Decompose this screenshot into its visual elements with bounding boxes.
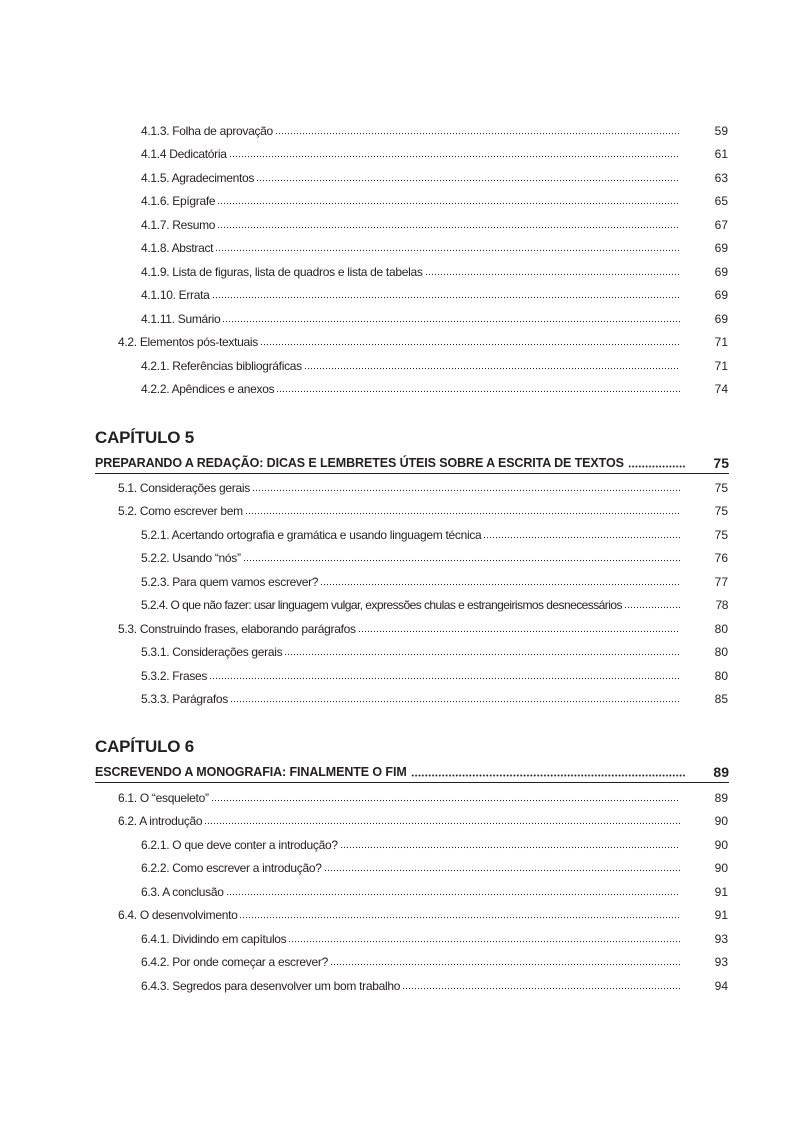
toc-entry-label: 4.1.5. Agradecimentos (141, 171, 255, 185)
dot-leader (212, 296, 680, 299)
dot-leader (222, 320, 680, 323)
toc-entry-label: 4.2.2. Apêndices e anexos (141, 382, 275, 396)
toc-entry-page: 85 (714, 692, 728, 706)
toc-entry-label: 5.3. Construindo frases, elaborando parágrafos (118, 622, 356, 636)
dot-leader (245, 512, 680, 515)
toc-entry[interactable] (118, 475, 728, 495)
toc-entry[interactable] (141, 973, 728, 993)
toc-entry-label: 5.2.2. Usando “nós” (141, 551, 241, 565)
toc-entry[interactable] (141, 376, 728, 396)
toc-entry-page: 71 (714, 359, 728, 373)
toc-entry-page: 91 (714, 885, 728, 899)
toc-entry-page: 77 (714, 575, 728, 589)
toc-entry-page: 93 (714, 932, 728, 946)
toc-entry[interactable] (141, 639, 728, 659)
toc-entry-label: 6.3. A conclusão (141, 885, 224, 899)
dot-leader (230, 700, 680, 703)
toc-entry-label: 5.2.4. O que não fazer: usar linguagem vulgar, expressões chulas e estrangeirismos desnecessários (141, 598, 622, 612)
toc-entry[interactable] (118, 329, 728, 349)
dot-leader (229, 155, 680, 158)
toc-entry-label: 5.3.3. Parágrafos (141, 692, 228, 706)
toc-entry-label: 6.2. A introdução (118, 814, 203, 828)
toc-entry-label: 4.1.6. Epígrafe (141, 194, 216, 208)
dot-leader (217, 202, 680, 205)
toc-entry-label: 4.2. Elementos pós-textuais (118, 335, 258, 349)
toc-entry-page: 90 (714, 861, 728, 875)
toc-entry[interactable] (141, 949, 728, 969)
toc-entry-page: 94 (714, 979, 728, 993)
toc-entry[interactable] (141, 353, 728, 373)
toc-entry-label: 5.3.2. Frases (141, 669, 208, 683)
toc-entry[interactable] (141, 165, 728, 185)
toc-entry-page: 76 (714, 551, 728, 565)
toc-entry-label: 4.1.10. Errata (141, 288, 210, 302)
toc-entry-label: 6.4. O desenvolvimento (118, 908, 238, 922)
dot-leader (358, 630, 680, 633)
dot-leader (330, 963, 680, 966)
toc-entry-label: 5.3.1. Considerações gerais (141, 645, 283, 659)
toc-entry-page: 78 (715, 598, 728, 612)
toc-entry[interactable] (141, 212, 728, 232)
toc-entry-page: 91 (714, 908, 728, 922)
dot-leader (324, 869, 680, 872)
dot-leader (320, 583, 680, 586)
toc-entry-page: 80 (714, 622, 728, 636)
dot-leader (340, 846, 680, 849)
dot-leader (252, 489, 680, 492)
toc-entry[interactable] (118, 785, 728, 805)
toc-entry[interactable] (141, 282, 728, 302)
dot-leader (209, 677, 680, 680)
toc-entry-page: 61 (714, 147, 728, 161)
toc-entry[interactable] (141, 663, 728, 683)
chapter-title[interactable] (95, 449, 729, 474)
toc-entry-page: 75 (714, 528, 728, 542)
chapter-title[interactable] (95, 758, 729, 783)
toc-entry[interactable] (141, 306, 728, 326)
toc-entry-page: 69 (714, 288, 728, 302)
chapter-label: CAPÍTULO 5 (95, 428, 195, 447)
toc-entry-page: 89 (714, 791, 728, 805)
toc-entry[interactable] (141, 879, 728, 899)
toc-entry-label: 4.1.9. Lista de figuras, lista de quadros e lista de tabelas (141, 265, 423, 279)
toc-entry-page: 75 (714, 504, 728, 518)
toc-entry[interactable] (141, 545, 728, 565)
dot-leader (275, 132, 680, 135)
dot-leader (628, 465, 685, 468)
toc-entry-page: 69 (714, 312, 728, 326)
toc-entry-page: 74 (714, 382, 728, 396)
toc-entry-label: 6.2.2. Como escrever a introdução? (141, 861, 322, 875)
toc-entry[interactable] (141, 686, 728, 706)
toc-entry-label: 4.1.3. Folha de aprovação (141, 124, 273, 138)
toc-entry-label: 6.2.1. O que deve conter a introdução? (141, 838, 338, 852)
dot-leader (243, 559, 680, 562)
toc-entry-page: 63 (714, 171, 728, 185)
toc-entry-page: 93 (714, 955, 728, 969)
toc-entry[interactable] (141, 832, 728, 852)
toc-entry[interactable] (141, 118, 728, 138)
dot-leader (402, 987, 680, 990)
dot-leader (217, 226, 680, 229)
toc-entry[interactable] (141, 235, 728, 255)
toc-entry-page: 90 (714, 814, 728, 828)
toc-entry-label: 5.1. Considerações gerais (118, 481, 250, 495)
toc-entry[interactable] (141, 522, 728, 542)
toc-entry-label: 5.2.3. Para quem vamos escrever? (141, 575, 319, 589)
dot-leader (411, 774, 685, 777)
dot-leader (483, 536, 680, 539)
toc-entry-page: 80 (714, 645, 728, 659)
toc-entry-page: 69 (714, 265, 728, 279)
toc-entry-page: 90 (714, 838, 728, 852)
dot-leader (288, 940, 680, 943)
toc-entry-label: 4.1.8. Abstract (141, 241, 214, 255)
toc-entry[interactable] (141, 855, 728, 875)
toc-entry-page: 80 (714, 669, 728, 683)
toc-entry-label: 6.4.1. Dividindo em capítulos (141, 932, 287, 946)
dot-leader (204, 822, 680, 825)
toc-entry-page: 65 (714, 194, 728, 208)
dot-leader (284, 653, 680, 656)
toc-entry-page: 67 (714, 218, 728, 232)
toc-entry[interactable] (141, 188, 728, 208)
toc-entry-label: 4.2.1. Referências bibliográficas (141, 359, 302, 373)
toc-entry-label: 6.4.3. Segredos para desenvolver um bom trabalho (141, 979, 401, 993)
toc-entry[interactable] (141, 259, 728, 279)
dot-leader (624, 606, 680, 609)
toc-entry[interactable] (118, 498, 728, 518)
dot-leader (226, 893, 680, 896)
toc-entry-page: 71 (714, 335, 728, 349)
toc-entry-label: 6.1. O “esqueleto” (118, 791, 209, 805)
toc-entry-label: 4.1.4 Dedicatória (141, 147, 227, 161)
toc-entry-label: 6.4.2. Por onde começar a escrever? (141, 955, 328, 969)
dot-leader (304, 367, 680, 370)
chapter-title-text: ESCREVENDO A MONOGRAFIA: FINALMENTE O FIM (95, 765, 407, 779)
dot-leader (211, 799, 680, 802)
toc-entry[interactable] (141, 569, 728, 589)
dot-leader (215, 249, 680, 252)
toc-entry-label: 4.1.7. Resumo (141, 218, 216, 232)
toc-entry[interactable] (141, 141, 728, 161)
toc-entry[interactable] (141, 592, 728, 612)
chapter-page: 89 (713, 764, 729, 780)
dot-leader (425, 273, 680, 276)
toc-entry-page: 75 (714, 481, 728, 495)
toc-entry[interactable] (118, 616, 728, 636)
chapter-label: CAPÍTULO 6 (95, 737, 195, 756)
toc-entry[interactable] (141, 926, 728, 946)
toc-entry-page: 69 (714, 241, 728, 255)
toc-entry[interactable] (118, 902, 728, 922)
toc-entry[interactable] (118, 808, 728, 828)
dot-leader (276, 390, 680, 393)
chapter-page: 75 (713, 455, 729, 471)
dot-leader (256, 179, 680, 182)
toc-entry-page: 59 (714, 124, 728, 138)
dot-leader (239, 916, 680, 919)
toc-entry-label: 4.1.11. Sumário (141, 312, 221, 326)
dot-leader (260, 343, 680, 346)
toc-entry-label: 5.2.1. Acertando ortografia e gramática e usando linguagem técnica (141, 528, 482, 542)
toc-entry-label: 5.2. Como escrever bem (118, 504, 243, 518)
chapter-title-text: PREPARANDO A REDAÇÃO: DICAS E LEMBRETES ÚTEIS SOBRE A ESCRITA DE TEXTOS (95, 456, 624, 470)
